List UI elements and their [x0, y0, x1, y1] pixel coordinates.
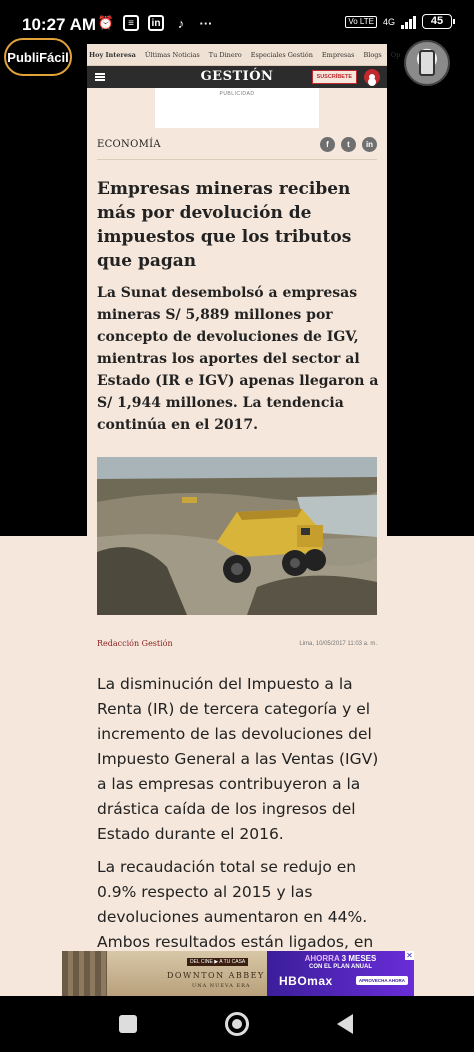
- ad-cine-label: DEL CINE ▶ A TU CASA: [187, 958, 248, 966]
- article-summary: La Sunat desembolsó a empresas mineras S/ 5,889 millones por concepto de devoluciones de IGV, mientras los aportes del sector al Estado (IR e IGV) apenas llegaron a S/ 1,944 millones. La tendencia continúa en el 2017.: [97, 285, 379, 433]
- article-photo[interactable]: [97, 457, 377, 615]
- user-account-icon[interactable]: [364, 69, 380, 85]
- ad-promo-prefix: AHORRA: [304, 954, 340, 963]
- share-buttons: [320, 137, 377, 152]
- mining-truck-image: [97, 457, 377, 615]
- ad-cast-image: [62, 951, 107, 996]
- recents-icon[interactable]: [119, 1015, 137, 1033]
- twitter-share-icon[interactable]: t: [341, 137, 356, 152]
- phone-icon: [419, 50, 435, 76]
- linkedin-share-icon[interactable]: in: [362, 137, 377, 152]
- topnav-link[interactable]: Especiales Gestión: [250, 50, 313, 59]
- battery-icon: 45: [422, 14, 452, 29]
- system-nav-bar: [0, 996, 474, 1052]
- linkedin-icon: in: [148, 15, 164, 31]
- volte-icon: Vo LTE: [345, 16, 377, 28]
- ad-label: PUBLICIDAD: [219, 91, 255, 97]
- status-time: 10:27 AM: [22, 15, 97, 34]
- byline-row: [97, 639, 377, 648]
- topnav-link[interactable]: Tu Dinero: [208, 50, 242, 59]
- site-topnav: [87, 44, 401, 66]
- article-page: [87, 44, 401, 996]
- topnav-link[interactable]: Últimas Noticias: [144, 50, 200, 59]
- notification-icons: [98, 15, 214, 31]
- ad-movie-subtitle: UNA NUEVA ERA: [192, 983, 251, 989]
- floating-app-bubble[interactable]: [404, 40, 450, 86]
- ad-promo-text: [277, 954, 404, 963]
- article-body: [97, 672, 379, 963]
- tiktok-icon: ♪: [177, 15, 185, 31]
- network-type: 4G: [382, 16, 395, 27]
- section-row: [97, 130, 377, 160]
- publifacil-bubble[interactable]: PubliFácil: [4, 38, 72, 76]
- topnav-link[interactable]: Hoy Interesa: [89, 50, 136, 59]
- signal-icon: [401, 15, 416, 29]
- ad-cta-button[interactable]: APROVECHA AHORA: [356, 976, 408, 985]
- facebook-share-icon[interactable]: f: [320, 137, 335, 152]
- article-headline: Empresas mineras reciben más por devolución de impuestos que los tributos que pagan: [97, 179, 352, 271]
- ad-close-icon[interactable]: ✕: [406, 951, 413, 960]
- system-status: [345, 14, 452, 29]
- top-ad-slot[interactable]: [155, 88, 319, 128]
- ad-movie-title: DOWNTON ABBEY: [167, 971, 265, 980]
- back-icon[interactable]: [337, 1014, 353, 1034]
- more-notifications-icon: ···: [199, 15, 213, 31]
- article-date: Lima, 10/05/2017 11:03 a. m.: [299, 640, 377, 647]
- downton-abbey-ad[interactable]: [62, 951, 267, 996]
- section-label[interactable]: ECONOMÍA: [97, 139, 161, 150]
- subscribe-button[interactable]: SUSCRÍBETE: [312, 70, 357, 84]
- topnav-link[interactable]: Op: [390, 50, 401, 59]
- news-app-icon: ≡: [123, 15, 139, 31]
- article-paragraph: La disminución del Impuesto a la Renta (IR) de tercera categoría y el incremento de las devoluciones del Impuesto General a las Ventas (IGV) a las empresas contribuyeron a la drástica caída de los ingresos del Estado durante el 2016.: [97, 675, 379, 843]
- topnav-link[interactable]: Empresas: [321, 50, 355, 59]
- hbomax-logo: HBOmax: [279, 974, 333, 988]
- ad-promo-highlight: 3 MESES: [341, 954, 377, 963]
- hbomax-ad[interactable]: [267, 951, 414, 996]
- home-icon[interactable]: [225, 1012, 249, 1036]
- site-logo[interactable]: GESTIÓN: [200, 69, 274, 84]
- bottom-ad-banner[interactable]: [62, 951, 414, 996]
- status-bar: [0, 0, 474, 44]
- article-author[interactable]: Redacción Gestión: [97, 639, 173, 648]
- topnav-link[interactable]: Blogs: [363, 50, 382, 59]
- site-header: [87, 66, 387, 88]
- alarm-icon: ⏰: [97, 15, 115, 30]
- ad-plan-text: CON EL PLAN ANUAL: [309, 964, 372, 970]
- article-paragraph: La recaudación total se redujo en 0.9% respecto al 2015 y las devoluciones aumentaron en 44%. Ambos resultados están ligados, en: [97, 858, 374, 951]
